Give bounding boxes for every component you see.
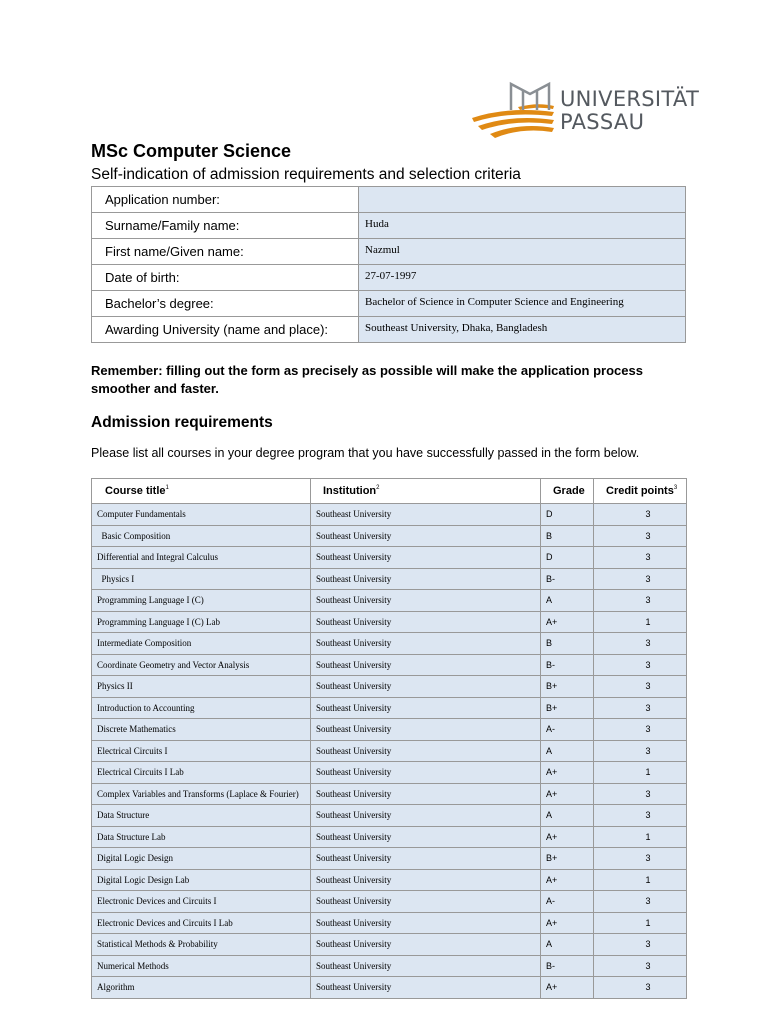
course-title-cell[interactable]: Physics I xyxy=(92,568,311,590)
institution-cell[interactable]: Southeast University xyxy=(311,590,541,612)
course-title-cell[interactable]: Statistical Methods & Probability xyxy=(92,934,311,956)
credit-points-cell[interactable]: 1 xyxy=(594,912,687,934)
grade-cell[interactable]: A- xyxy=(541,719,594,741)
course-title-cell[interactable]: Algorithm xyxy=(92,977,311,999)
grade-cell[interactable]: A+ xyxy=(541,869,594,891)
credit-points-cell[interactable]: 3 xyxy=(594,547,687,569)
info-value-field[interactable] xyxy=(359,187,686,213)
table-row xyxy=(92,848,687,870)
institution-cell[interactable]: Southeast University xyxy=(311,547,541,569)
credit-points-cell[interactable]: 3 xyxy=(594,977,687,999)
grade-cell[interactable]: B- xyxy=(541,654,594,676)
credit-points-cell[interactable]: 3 xyxy=(594,590,687,612)
table-row xyxy=(92,504,687,526)
credit-points-cell[interactable]: 3 xyxy=(594,955,687,977)
course-title-cell[interactable]: Computer Fundamentals xyxy=(92,504,311,526)
course-title-cell[interactable]: Numerical Methods xyxy=(92,955,311,977)
grade-cell[interactable]: B- xyxy=(541,568,594,590)
table-row xyxy=(92,611,687,633)
course-title-cell[interactable]: Programming Language I (C) xyxy=(92,590,311,612)
page-subtitle: Self-indication of admission requirements and selection criteria xyxy=(91,166,521,183)
grade-cell[interactable]: B- xyxy=(541,955,594,977)
institution-cell[interactable]: Southeast University xyxy=(311,891,541,913)
course-title-cell[interactable]: Digital Logic Design xyxy=(92,848,311,870)
table-row xyxy=(92,676,687,698)
grade-cell[interactable]: B+ xyxy=(541,848,594,870)
grade-cell[interactable]: A- xyxy=(541,891,594,913)
institution-cell[interactable]: Southeast University xyxy=(311,783,541,805)
credit-points-cell[interactable]: 3 xyxy=(594,676,687,698)
institution-cell[interactable]: Southeast University xyxy=(311,977,541,999)
course-title-cell[interactable]: Coordinate Geometry and Vector Analysis xyxy=(92,654,311,676)
table-row xyxy=(92,934,687,956)
institution-cell[interactable]: Southeast University xyxy=(311,525,541,547)
institution-cell[interactable]: Southeast University xyxy=(311,934,541,956)
table-row xyxy=(92,826,687,848)
course-title-cell[interactable]: Complex Variables and Transforms (Laplace & Fourier) xyxy=(92,783,311,805)
grade-cell[interactable]: A+ xyxy=(541,912,594,934)
table-row xyxy=(92,525,687,547)
institution-cell[interactable]: Southeast University xyxy=(311,611,541,633)
course-title-cell[interactable]: Electronic Devices and Circuits I xyxy=(92,891,311,913)
credit-points-cell[interactable]: 3 xyxy=(594,697,687,719)
grade-cell[interactable]: A+ xyxy=(541,783,594,805)
applicant-info-table xyxy=(91,186,686,343)
course-title-cell[interactable]: Physics II xyxy=(92,676,311,698)
institution-cell[interactable]: Southeast University xyxy=(311,719,541,741)
course-title-cell[interactable]: Discrete Mathematics xyxy=(92,719,311,741)
course-title-cell[interactable]: Data Structure xyxy=(92,805,311,827)
grade-cell[interactable]: B xyxy=(541,525,594,547)
course-title-cell[interactable]: Data Structure Lab xyxy=(92,826,311,848)
grade-cell[interactable]: A+ xyxy=(541,977,594,999)
grade-cell[interactable]: A xyxy=(541,934,594,956)
credit-points-cell[interactable]: 3 xyxy=(594,654,687,676)
credit-points-cell[interactable]: 3 xyxy=(594,740,687,762)
info-label: Bachelor’s degree: xyxy=(92,291,359,317)
grade-cell[interactable]: A xyxy=(541,740,594,762)
info-value-field[interactable]: Bachelor of Science in Computer Science and Engineering xyxy=(359,291,686,317)
header-institution: Institution$^2$ xyxy=(311,479,541,504)
course-title-cell[interactable]: Digital Logic Design Lab xyxy=(92,869,311,891)
info-row xyxy=(92,291,686,317)
course-title-cell[interactable]: Introduction to Accounting xyxy=(92,697,311,719)
logo-swoosh-icon xyxy=(472,104,554,138)
table-row xyxy=(92,805,687,827)
course-title-cell[interactable]: Electrical Circuits I Lab xyxy=(92,762,311,784)
grade-cell[interactable]: D xyxy=(541,504,594,526)
credit-points-cell[interactable]: 1 xyxy=(594,869,687,891)
header-course-title: Course title$^1$ xyxy=(92,479,311,504)
info-label: First name/Given name: xyxy=(92,239,359,265)
institution-cell[interactable]: Southeast University xyxy=(311,912,541,934)
page-title: MSc Computer Science xyxy=(91,141,292,161)
info-value-field[interactable]: Nazmul xyxy=(359,239,686,265)
credit-points-cell[interactable]: 3 xyxy=(594,783,687,805)
course-title-cell[interactable]: Electronic Devices and Circuits I Lab xyxy=(92,912,311,934)
header-credit-points: Credit points$^3$ xyxy=(594,479,687,504)
info-value-field[interactable]: Huda xyxy=(359,213,686,239)
institution-cell[interactable]: Southeast University xyxy=(311,955,541,977)
institution-cell[interactable]: Southeast University xyxy=(311,848,541,870)
grade-cell[interactable]: D xyxy=(541,547,594,569)
institution-cell[interactable]: Southeast University xyxy=(311,633,541,655)
table-row xyxy=(92,740,687,762)
admission-intro: Please list all courses in your degree program that you have successfully passed in the form below. xyxy=(91,446,640,460)
info-label: Awarding University (name and place): xyxy=(92,317,359,343)
credit-points-cell[interactable]: 1 xyxy=(594,826,687,848)
grade-cell[interactable]: A+ xyxy=(541,762,594,784)
table-row xyxy=(92,762,687,784)
course-title-cell[interactable]: Programming Language I (C) Lab xyxy=(92,611,311,633)
credit-points-cell[interactable]: 1 xyxy=(594,611,687,633)
grade-cell[interactable]: A+ xyxy=(541,611,594,633)
course-title-cell[interactable]: Differential and Integral Calculus xyxy=(92,547,311,569)
info-label: Surname/Family name: xyxy=(92,213,359,239)
institution-cell[interactable]: Southeast University xyxy=(311,568,541,590)
table-row xyxy=(92,955,687,977)
table-row xyxy=(92,977,687,999)
credit-points-cell[interactable]: 3 xyxy=(594,719,687,741)
remember-note: Remember: filling out the form as precisely as possible will make the application process smoother and faster. xyxy=(91,363,643,396)
grade-cell[interactable]: A xyxy=(541,805,594,827)
courses-table xyxy=(91,478,687,999)
course-title-cell[interactable]: Basic Composition xyxy=(92,525,311,547)
credit-points-cell[interactable]: 3 xyxy=(594,805,687,827)
institution-cell[interactable]: Southeast University xyxy=(311,697,541,719)
grade-cell[interactable]: A+ xyxy=(541,826,594,848)
info-row xyxy=(92,317,686,343)
credit-points-cell[interactable]: 3 xyxy=(594,525,687,547)
institution-cell[interactable]: Southeast University xyxy=(311,869,541,891)
logo-line-1: UNIVERSITÄT xyxy=(560,87,700,111)
table-row xyxy=(92,783,687,805)
info-label: Date of birth: xyxy=(92,265,359,291)
logo-wordmark xyxy=(560,88,699,134)
info-row xyxy=(92,265,686,291)
credit-points-cell[interactable]: 3 xyxy=(594,568,687,590)
info-row xyxy=(92,213,686,239)
grade-cell[interactable]: B xyxy=(541,633,594,655)
institution-cell[interactable]: Southeast University xyxy=(311,826,541,848)
credit-points-cell[interactable]: 3 xyxy=(594,633,687,655)
table-row xyxy=(92,891,687,913)
table-row xyxy=(92,912,687,934)
grade-cell[interactable]: A xyxy=(541,590,594,612)
info-label: Application number: xyxy=(92,187,359,213)
info-row xyxy=(92,187,686,213)
table-row xyxy=(92,697,687,719)
admission-heading: Admission requirements xyxy=(91,414,273,431)
course-title-cell[interactable]: Electrical Circuits I xyxy=(92,740,311,762)
table-row xyxy=(92,869,687,891)
table-row xyxy=(92,654,687,676)
info-value-field[interactable]: Southeast University, Dhaka, Bangladesh xyxy=(359,317,686,343)
credit-points-cell[interactable]: 3 xyxy=(594,848,687,870)
credit-points-cell[interactable]: 3 xyxy=(594,504,687,526)
credit-points-cell[interactable]: 3 xyxy=(594,891,687,913)
table-row xyxy=(92,633,687,655)
info-row xyxy=(92,239,686,265)
table-row xyxy=(92,719,687,741)
info-value-field[interactable]: 27-07-1997 xyxy=(359,265,686,291)
institution-cell[interactable]: Southeast University xyxy=(311,740,541,762)
logo-line-2: PASSAU xyxy=(560,110,645,134)
table-row xyxy=(92,568,687,590)
institution-cell[interactable]: Southeast University xyxy=(311,676,541,698)
grade-cell[interactable]: B+ xyxy=(541,676,594,698)
institution-cell[interactable]: Southeast University xyxy=(311,504,541,526)
courses-header-row xyxy=(92,479,687,504)
credit-points-cell[interactable]: 1 xyxy=(594,762,687,784)
grade-cell[interactable]: B+ xyxy=(541,697,594,719)
table-row xyxy=(92,547,687,569)
institution-cell[interactable]: Southeast University xyxy=(311,805,541,827)
institution-cell[interactable]: Southeast University xyxy=(311,762,541,784)
institution-cell[interactable]: Southeast University xyxy=(311,654,541,676)
course-title-cell[interactable]: Intermediate Composition xyxy=(92,633,311,655)
header-grade: Grade xyxy=(541,479,594,504)
credit-points-cell[interactable]: 3 xyxy=(594,934,687,956)
table-row xyxy=(92,590,687,612)
